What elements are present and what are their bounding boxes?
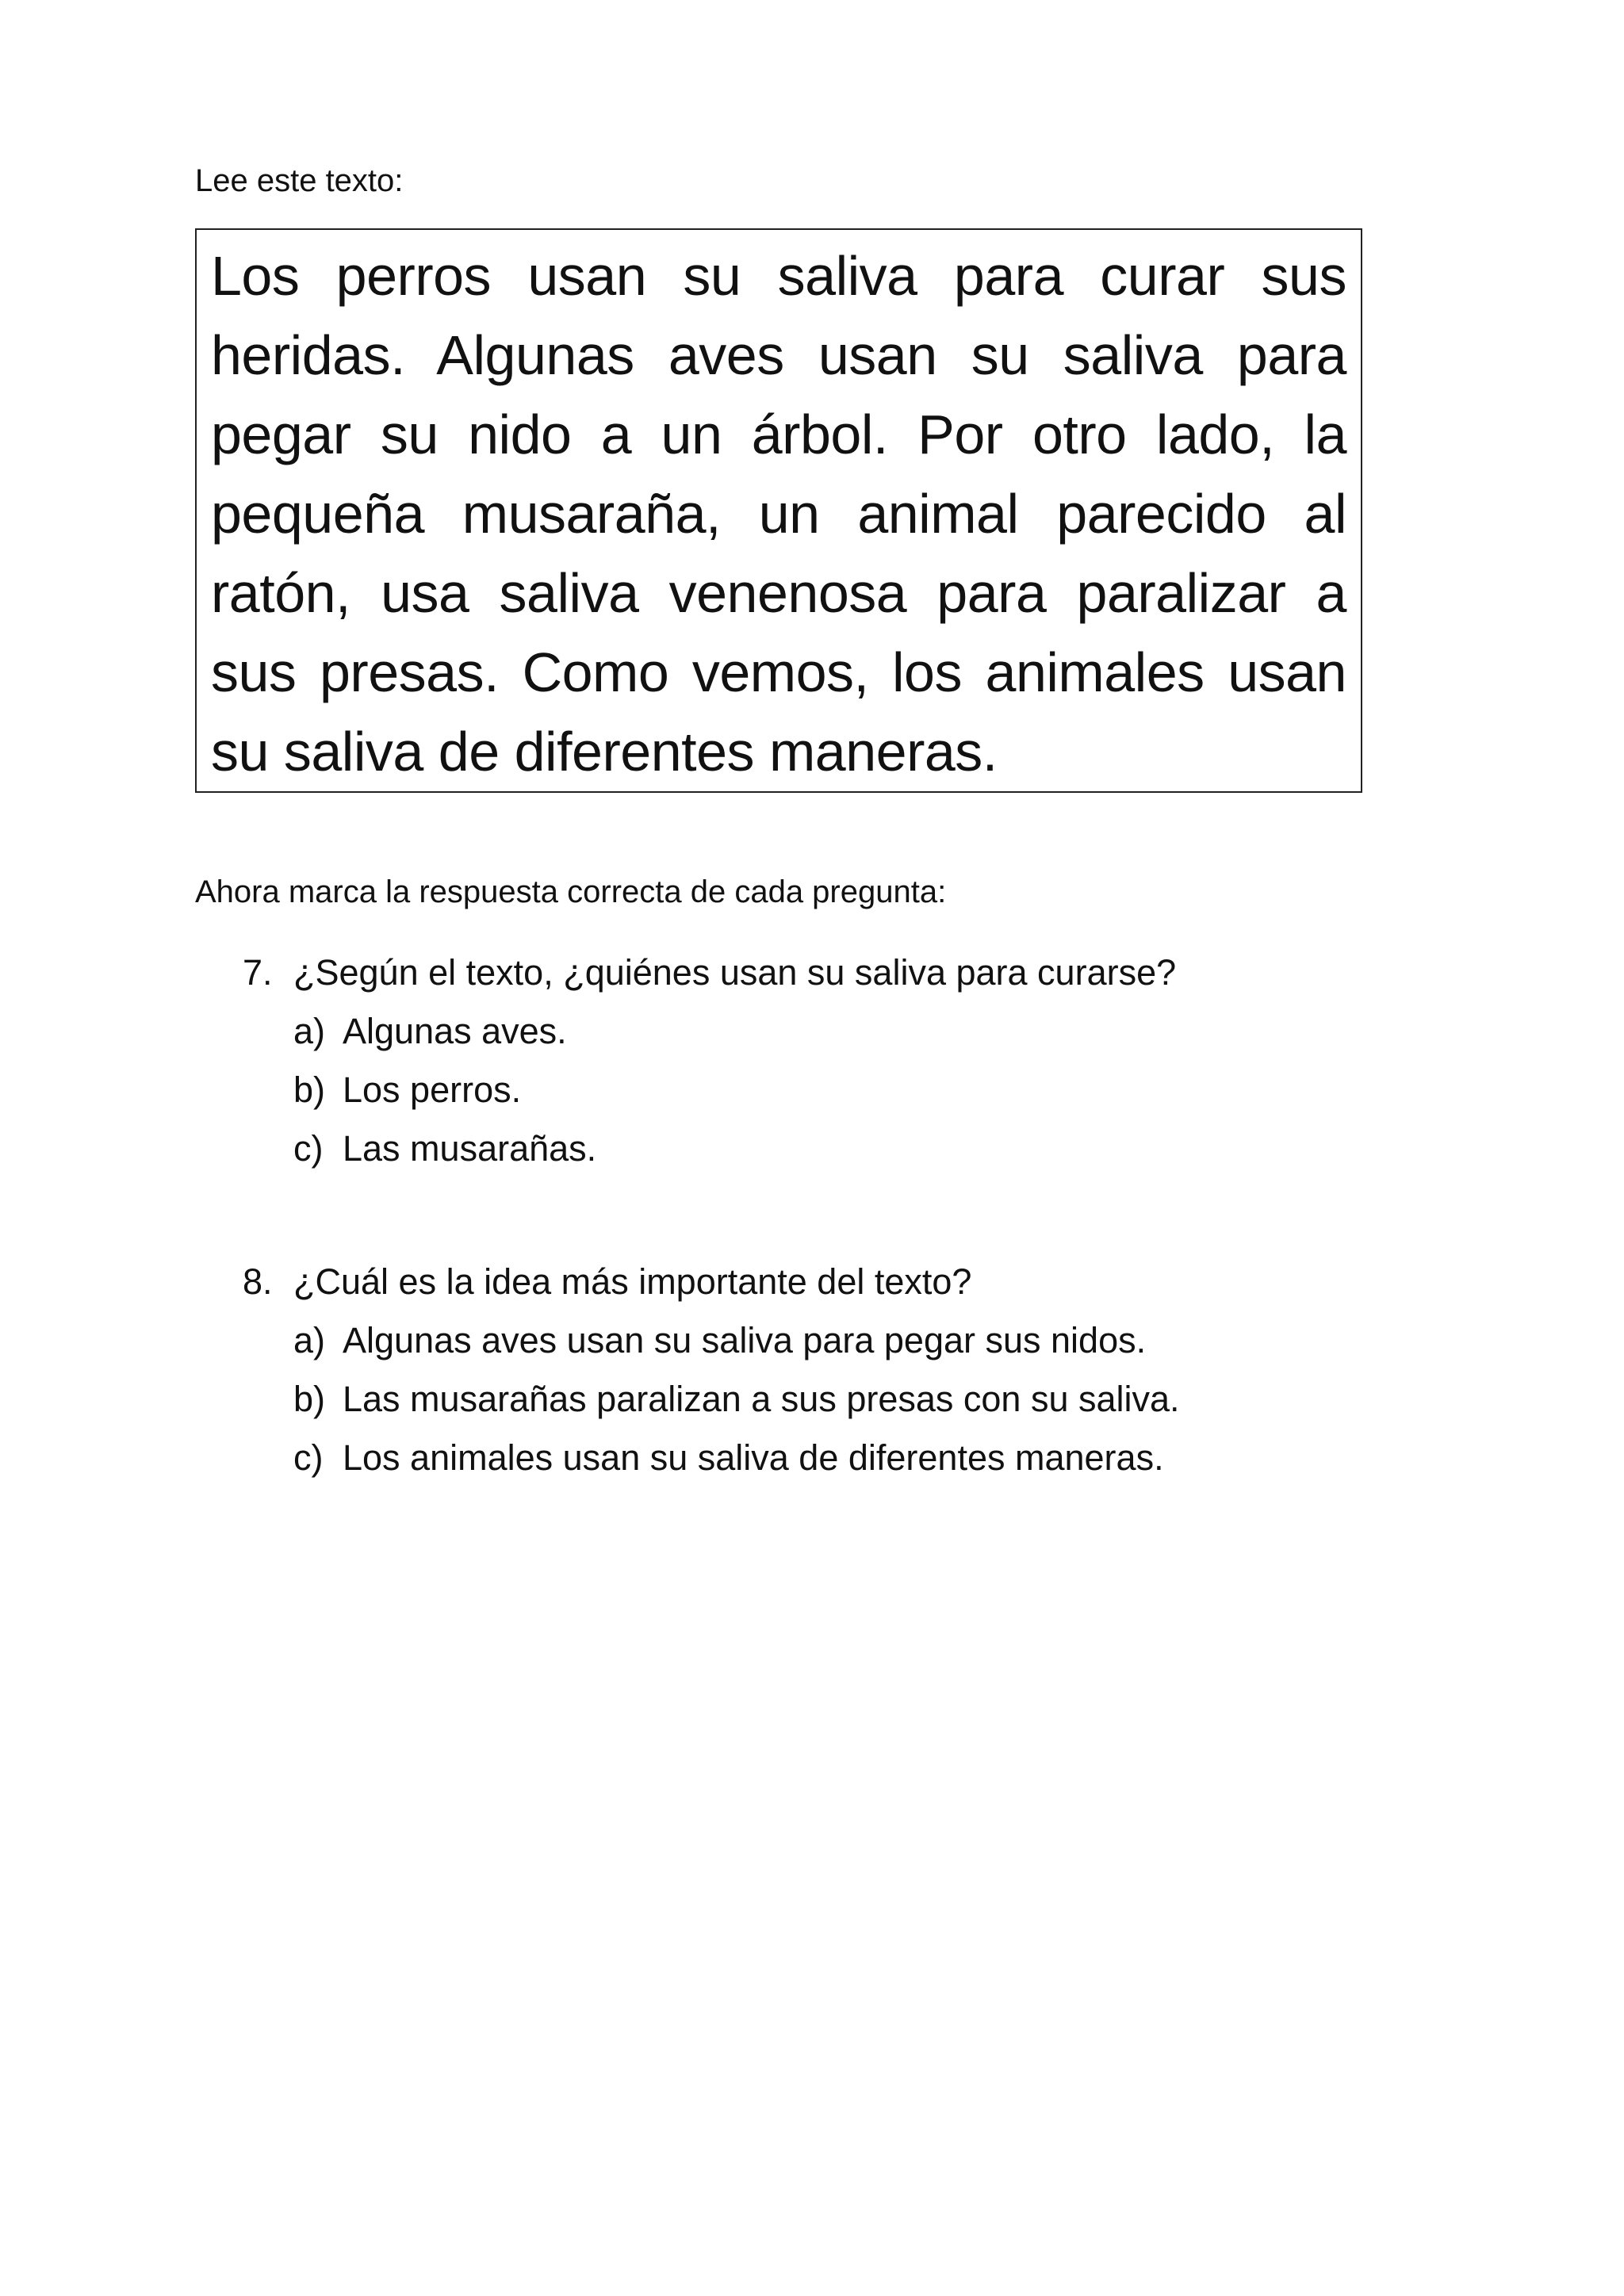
question-number: 8. — [243, 1261, 273, 1302]
reading-passage-text: Los perros usan su saliva para curar sus heridas. Algunas aves usan su saliva para pegar su nido a un árbol. Por otro lado, la pequeña musaraña, un animal parecido al ratón, usa saliva venenosa para paralizar a sus presas. Como vemos, los animales usan su saliva de diferentes maneras. — [211, 245, 1346, 783]
question-text: ¿Según el texto, ¿quiénes usan su saliva para curarse? — [293, 952, 1177, 993]
question-8-option-b[interactable] — [293, 1370, 1432, 1429]
question-7-option-b[interactable] — [293, 1061, 1432, 1119]
question-number: 7. — [243, 952, 273, 993]
option-text: Los perros. — [343, 1070, 522, 1110]
question-8 — [243, 1253, 1432, 1487]
option-letter: a) — [293, 1011, 326, 1051]
question-8-option-c[interactable] — [293, 1429, 1432, 1487]
question-7-option-c[interactable] — [293, 1119, 1432, 1178]
question-text: ¿Cuál es la idea más importante del texto? — [293, 1261, 972, 1302]
question-7-option-a[interactable] — [293, 1002, 1432, 1061]
option-letter: c) — [293, 1128, 324, 1169]
question-7 — [243, 943, 1432, 1178]
option-text: Algunas aves. — [343, 1011, 567, 1051]
option-letter: a) — [293, 1320, 326, 1360]
question-8-prompt — [243, 1253, 1432, 1311]
option-letter: b) — [293, 1070, 326, 1110]
answer-instruction: Ahora marca la respuesta correcta de cada pregunta: — [195, 874, 947, 909]
option-text: Algunas aves usan su saliva para pegar sus nidos. — [343, 1320, 1147, 1360]
question-7-prompt — [243, 943, 1432, 1002]
question-8-option-a[interactable] — [293, 1311, 1432, 1370]
option-letter: c) — [293, 1437, 324, 1478]
option-text: Las musarañas paralizan a sus presas con su saliva. — [343, 1379, 1180, 1419]
intro-instruction: Lee este texto: — [195, 163, 404, 198]
option-text: Los animales usan su saliva de diferentes maneras. — [343, 1437, 1164, 1478]
option-text: Las musarañas. — [343, 1128, 597, 1169]
reading-passage-box — [195, 228, 1362, 793]
option-letter: b) — [293, 1379, 326, 1419]
